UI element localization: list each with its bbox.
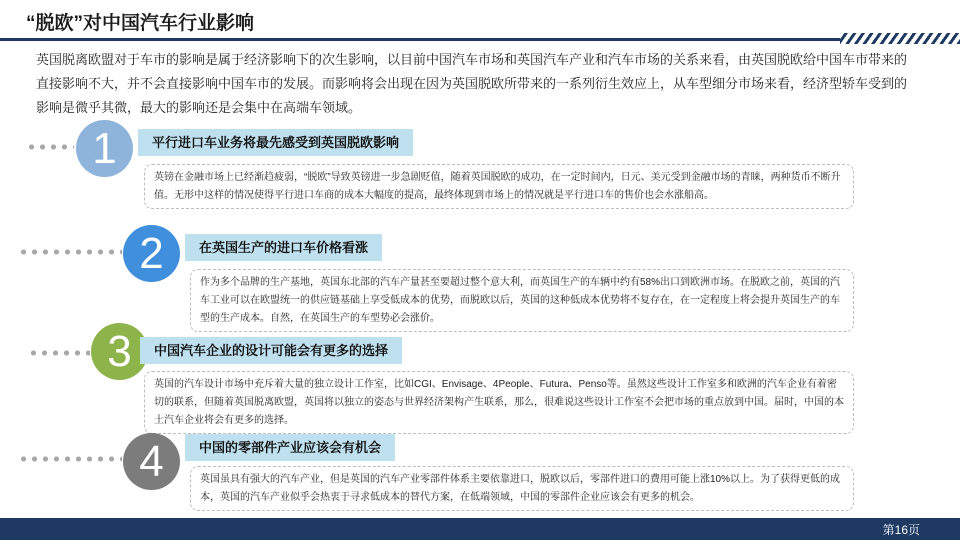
dotted-connector-3 (28, 350, 90, 356)
point-heading-2: 在英国生产的进口车价格看涨 (185, 234, 382, 261)
dotted-connector-4 (18, 456, 122, 462)
point-body-3: 英国的汽车设计市场中充斥着大量的独立设计工作室，比如CGI、Envisage、4People、Futura、Penso等。虽然这些设计工作室多和欧洲的汽车企业有着密切的联系，但随着英国脱离欧盟，英国将以独立的姿态与世界经济架构产生联系，那么，很难说这些设计工作室不会把市场的重点放到中国。届时，中国的本土汽车企业将会有更多的选择。 (144, 371, 854, 434)
dotted-connector-2 (18, 249, 122, 255)
point-body-2: 作为多个品牌的生产基地，英国东北部的汽车产量甚至要超过整个意大利，而英国生产的车辆中约有58%出口到欧洲市场。在脱欧之前，英国的汽车工业可以在欧盟统一的供应链基础上享受低成本的优势，而脱欧以后，英国的这种低成本优势将不复存在，在一定程度上将会提升英国生产的车型的生产成本。自然，在英国生产的车型势必会涨价。 (190, 269, 854, 332)
title-stripe-decoration (840, 33, 960, 44)
footer-bar (0, 518, 960, 540)
page-number: 第16页 (882, 523, 920, 537)
point-heading-3: 中国汽车企业的设计可能会有更多的选择 (140, 337, 402, 364)
number-circle-1: 1 (76, 120, 133, 177)
point-heading-1: 平行进口车业务将最先感受到英国脱欧影响 (138, 129, 413, 156)
number-circle-3: 3 (91, 323, 148, 380)
dotted-connector-1 (26, 144, 74, 150)
point-heading-4: 中国的零部件产业应该会有机会 (185, 434, 395, 461)
page-title: “脱欧”对中国汽车行业影响 (26, 13, 255, 34)
intro-paragraph: 英国脱离欧盟对于车市的影响是属于经济影响下的次生影响，以目前中国汽车市场和英国汽车产业和汽车市场的关系来看，由英国脱欧给中国车市带来的直接影响不大，并不会直接影响中国车市的发展。而影响将会出现在因为英国脱欧所带来的一系列衍生效应上，从车型细分市场来看，经济型轿车受到的影响是微乎其微，最大的影响还是会集中在高端车领域。 (36, 52, 908, 115)
title-underline (0, 38, 960, 41)
point-body-4: 英国虽具有强大的汽车产业，但是英国的汽车产业零部件体系主要依靠进口，脱欧以后，零部件进口的费用可能上涨10%以上。为了获得更低的成本，英国的汽车产业似乎会热衷于寻求低成本的替代方案，在低端领域，中国的零部件企业应该会有更多的机会。 (190, 466, 854, 511)
number-circle-4: 4 (123, 433, 180, 490)
number-circle-2: 2 (123, 225, 180, 282)
point-body-1: 英镑在金融市场上已经渐趋疲弱，“脱欧”导致英镑进一步急剧贬值，随着英国脱欧的成功，在一定时间内，日元、美元受到金融市场的青睐，两种货币不断升值。无形中这样的情况使得平行进口车商的成本大幅度的提高，最终体现到市场上的情况就是平行进口车的售价也会水涨船高。 (144, 164, 854, 209)
